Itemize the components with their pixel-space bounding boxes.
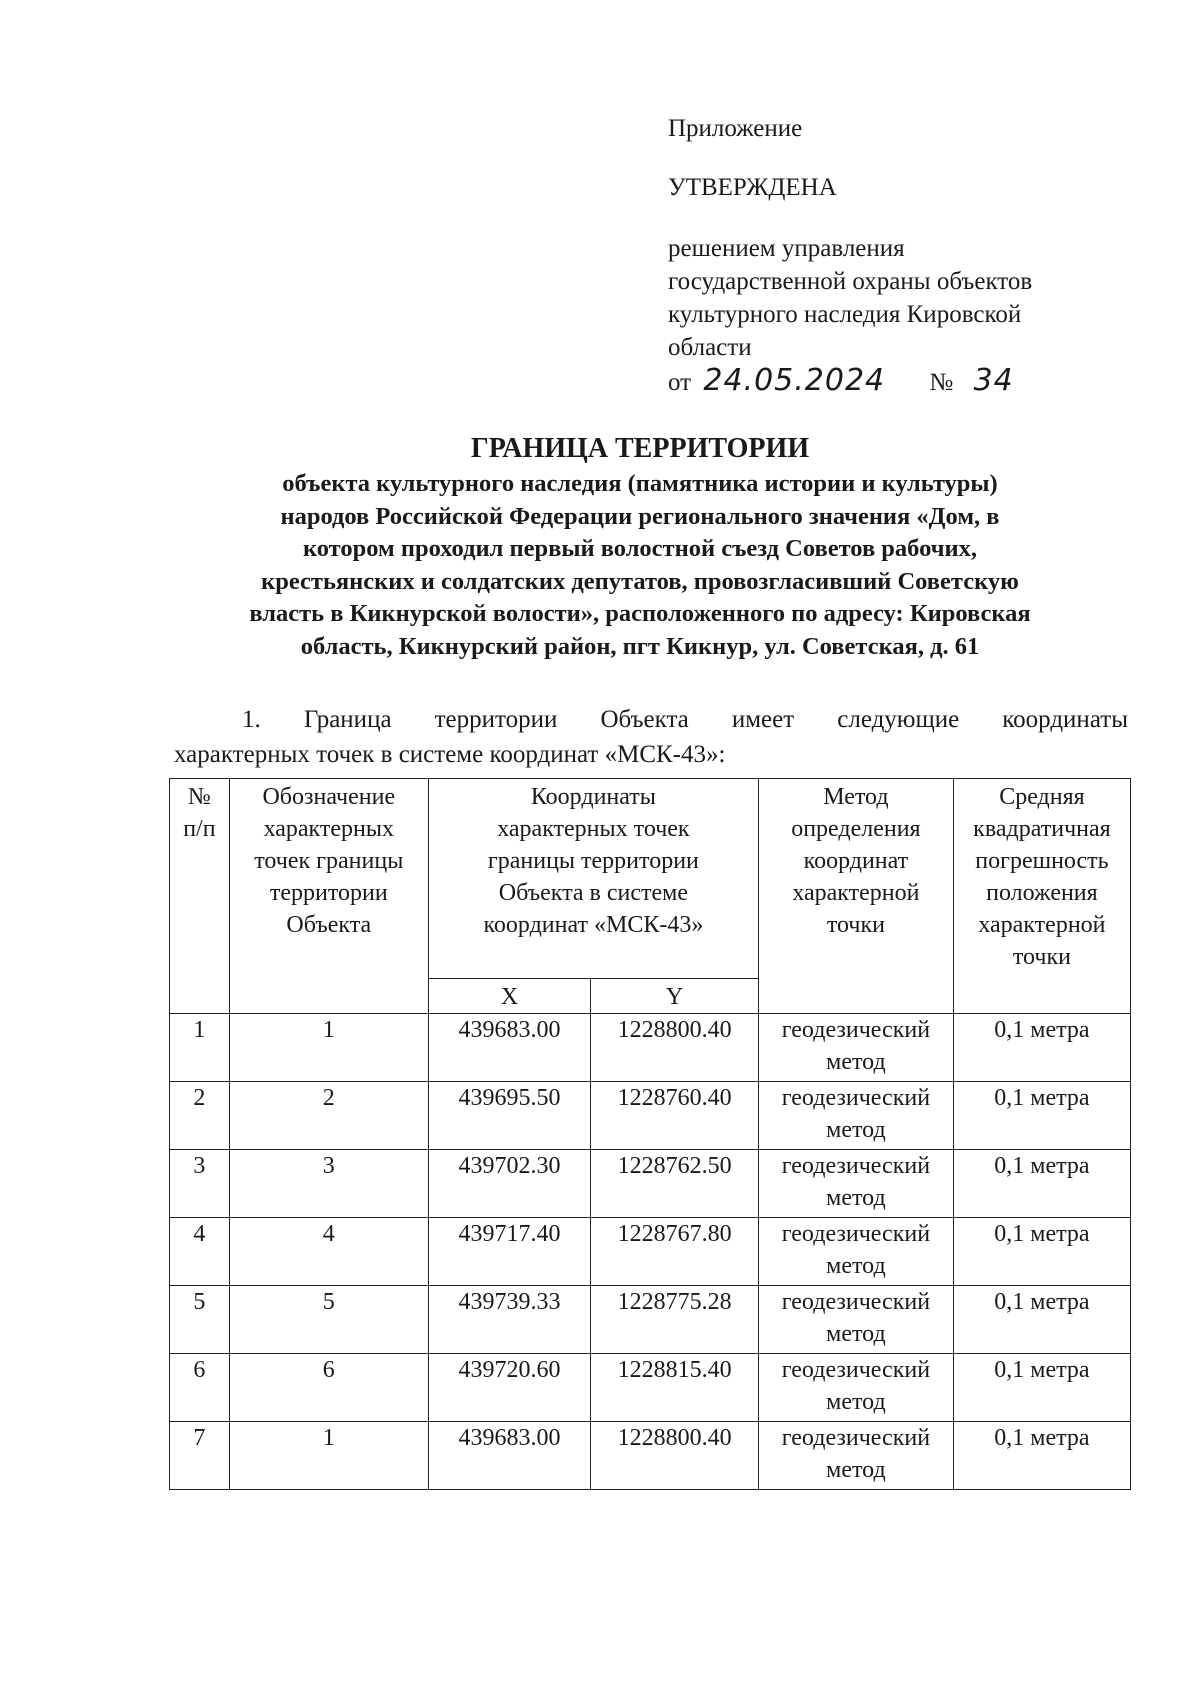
cell-x: 439683.00 xyxy=(428,1422,590,1490)
header-text: квадратичная xyxy=(973,816,1111,842)
title-line-4: крестьянских и солдатских депутатов, провозгласивший Советскую xyxy=(261,567,1019,595)
table-row xyxy=(170,1014,1131,1082)
intro-line-1: 1. Граница территории Объекта имеет следующие координаты xyxy=(242,706,1128,733)
header-text: точек границы xyxy=(254,848,404,874)
cell-y: 1228767.80 xyxy=(591,1218,759,1286)
header-text: характерных точек xyxy=(497,816,690,842)
cell-method xyxy=(758,1082,953,1150)
approved-label: УТВЕРЖДЕНА xyxy=(668,174,837,201)
cell-point: 1 xyxy=(229,1422,428,1490)
header-text: территории xyxy=(269,880,388,906)
table-row xyxy=(170,1354,1131,1422)
cell-x: 439702.30 xyxy=(428,1150,590,1218)
method-line-2: метод xyxy=(826,1185,886,1211)
document-title xyxy=(160,432,1120,663)
number-label: № xyxy=(929,369,954,396)
cell-method xyxy=(758,1150,953,1218)
cell-error: 0,1 метра xyxy=(953,1286,1130,1354)
decision-line-1: решением управления xyxy=(668,235,905,262)
header-text: Средняя xyxy=(999,784,1085,810)
header-text: погрешность xyxy=(975,848,1109,874)
cell-method xyxy=(758,1014,953,1082)
title-line-3: котором проходил первый волостной съезд Советов рабочих, xyxy=(302,535,978,562)
method-line-1: геодезический xyxy=(781,1221,931,1247)
handwritten-date: 24.05.2024 xyxy=(703,363,886,398)
method-line-2: метод xyxy=(826,1321,886,1347)
cell-point: 4 xyxy=(229,1218,428,1286)
method-line-2: метод xyxy=(826,1117,886,1143)
cell-method xyxy=(758,1286,953,1354)
cell-point: 5 xyxy=(229,1286,428,1354)
method-line-1: геодезический xyxy=(781,1153,931,1179)
header-index xyxy=(170,779,230,1014)
header-text: точки xyxy=(826,912,885,938)
cell-y: 1228815.40 xyxy=(591,1354,759,1422)
method-line-1: геодезический xyxy=(781,1425,931,1451)
title-line-6: область, Кикнурский район, пгт Кикнур, ул. Советская, д. 61 xyxy=(300,632,980,660)
header-text: характерной xyxy=(792,880,920,906)
cell-error: 0,1 метра xyxy=(953,1150,1130,1218)
header-y: Y xyxy=(591,979,759,1014)
header-text: определения xyxy=(791,816,921,842)
table-row xyxy=(170,1082,1131,1150)
decision-line-4: области xyxy=(668,334,752,361)
header-text: характерных xyxy=(263,816,395,842)
decision-line-2: государственной охраны объектов xyxy=(668,268,1033,295)
method-line-1: геодезический xyxy=(781,1085,931,1111)
cell-point: 3 xyxy=(229,1150,428,1218)
header-text: Метод xyxy=(823,784,889,810)
cell-x: 439720.60 xyxy=(428,1354,590,1422)
method-line-1: геодезический xyxy=(781,1289,931,1315)
cell-y: 1228762.50 xyxy=(591,1150,759,1218)
header-text: точки xyxy=(1012,944,1071,970)
date-prefix: от xyxy=(668,369,692,396)
header-text: координат xyxy=(803,848,909,874)
header-text: Объекта в системе xyxy=(498,880,689,906)
table-row xyxy=(170,1150,1131,1218)
cell-error: 0,1 метра xyxy=(953,1014,1130,1082)
header-text: Обозначение xyxy=(262,784,396,810)
decision-line-3: культурного наследия Кировской xyxy=(668,301,1022,328)
handwritten-number: 34 xyxy=(973,363,1014,398)
header-designation xyxy=(229,779,428,1014)
cell-index: 3 xyxy=(170,1150,230,1218)
cell-index: 1 xyxy=(170,1014,230,1082)
cell-x: 439717.40 xyxy=(428,1218,590,1286)
cell-index: 5 xyxy=(170,1286,230,1354)
table-row xyxy=(170,1286,1131,1354)
main-title: ГРАНИЦА ТЕРРИТОРИИ xyxy=(470,433,810,464)
method-line-1: геодезический xyxy=(781,1357,931,1383)
intro-paragraph xyxy=(174,702,1128,772)
cell-y: 1228775.28 xyxy=(591,1286,759,1354)
cell-method xyxy=(758,1422,953,1490)
cell-y: 1228800.40 xyxy=(591,1014,759,1082)
method-line-2: метод xyxy=(826,1457,886,1483)
method-line-2: метод xyxy=(826,1049,886,1075)
header-text: № xyxy=(187,784,211,810)
header-text: положения xyxy=(986,880,1098,906)
cell-y: 1228760.40 xyxy=(591,1082,759,1150)
method-line-2: метод xyxy=(826,1389,886,1415)
cell-y: 1228800.40 xyxy=(591,1422,759,1490)
table-row xyxy=(170,1218,1131,1286)
cell-error: 0,1 метра xyxy=(953,1354,1130,1422)
cell-index: 4 xyxy=(170,1218,230,1286)
header-text: Координаты xyxy=(530,784,656,810)
title-line-1: объекта культурного наследия (памятника истории и культуры) xyxy=(282,470,998,497)
coordinates-table xyxy=(169,778,1131,1490)
cell-error: 0,1 метра xyxy=(953,1422,1130,1490)
cell-point: 1 xyxy=(229,1014,428,1082)
cell-x: 439683.00 xyxy=(428,1014,590,1082)
cell-error: 0,1 метра xyxy=(953,1218,1130,1286)
approval-block xyxy=(668,112,1138,399)
header-coordinates xyxy=(428,779,758,979)
header-method xyxy=(758,779,953,1014)
header-text: границы территории xyxy=(487,848,699,874)
header-text: п/п xyxy=(183,816,216,842)
cell-method xyxy=(758,1354,953,1422)
method-line-2: метод xyxy=(826,1253,886,1279)
title-line-2: народов Российской Федерации регионального значения «Дом, в xyxy=(280,502,1000,530)
method-line-1: геодезический xyxy=(781,1017,931,1043)
cell-index: 2 xyxy=(170,1082,230,1150)
cell-x: 439695.50 xyxy=(428,1082,590,1150)
cell-x: 439739.33 xyxy=(428,1286,590,1354)
header-error xyxy=(953,779,1130,1014)
header-text: Объекта xyxy=(286,912,372,938)
header-text: координат «МСК-43» xyxy=(483,912,704,938)
cell-index: 6 xyxy=(170,1354,230,1422)
intro-line-2: характерных точек в системе координат «МСК-43»: xyxy=(174,741,726,768)
table-row xyxy=(170,1422,1131,1490)
header-x: X xyxy=(428,979,590,1014)
title-line-5: власть в Кикнурской волости», расположенного по адресу: Кировская xyxy=(249,600,1031,627)
cell-method xyxy=(758,1218,953,1286)
cell-error: 0,1 метра xyxy=(953,1082,1130,1150)
cell-index: 7 xyxy=(170,1422,230,1490)
appendix-label: Приложение xyxy=(668,115,803,142)
header-text: характерной xyxy=(978,912,1106,938)
date-number-line xyxy=(668,364,1138,399)
cell-point: 2 xyxy=(229,1082,428,1150)
cell-point: 6 xyxy=(229,1354,428,1422)
